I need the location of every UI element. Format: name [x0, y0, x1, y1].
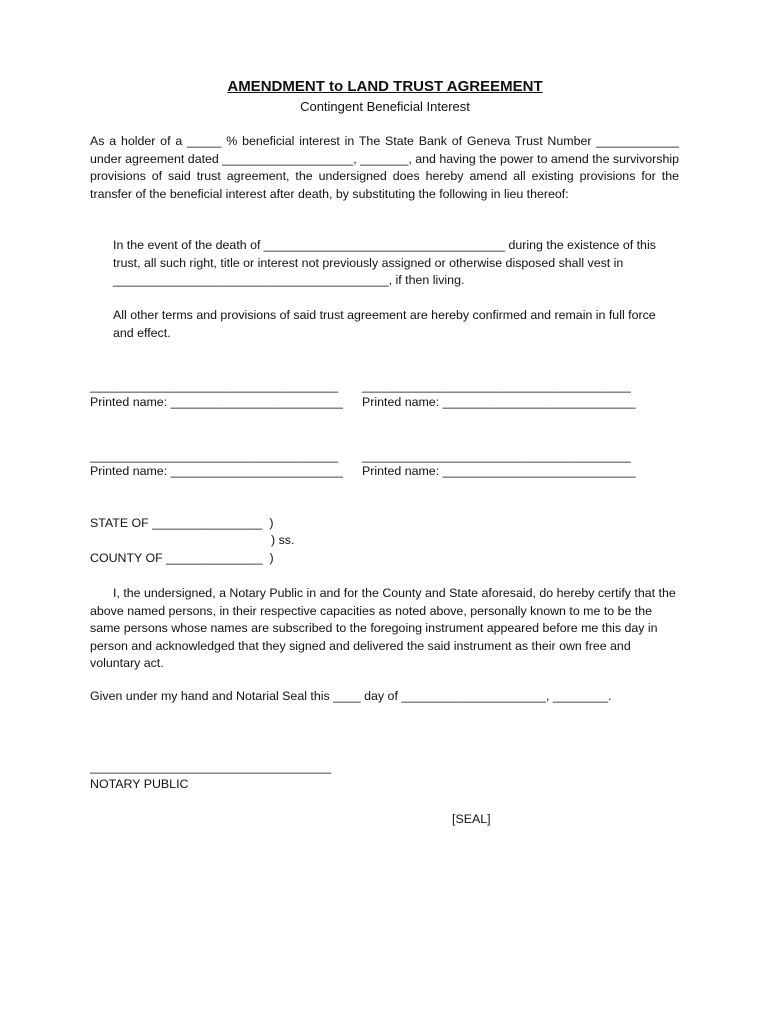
signature-line-1-left: ____________________________________ [90, 379, 339, 393]
provision-paragraph: In the event of the death of ___________________________________ during the existence of this trust, all such right, title or interest not previously assigned or otherwise disposed shall vest in ________________________________________, if then living. [113, 238, 656, 288]
notary-signature-line: ___________________________________ [90, 760, 332, 774]
printed-name-1-left: Printed name: _________________________ [90, 395, 343, 409]
notary-public-label: NOTARY PUBLIC [90, 777, 189, 791]
signature-line-2-right: _______________________________________ [362, 449, 631, 463]
ss-line: ) ss. [271, 533, 295, 547]
printed-name-2-right: Printed name: ____________________________ [362, 464, 636, 478]
seal-label: [SEAL] [452, 812, 491, 826]
printed-name-2-left: Printed name: _________________________ [90, 464, 343, 478]
confirmation-paragraph: All other terms and provisions of said trust agreement are hereby confirmed and remain in full force and effect. [113, 308, 656, 340]
state-of-line: STATE OF ________________ ) [90, 516, 274, 530]
given-under-line: Given under my hand and Notarial Seal this ____ day of _____________________, ________. [90, 689, 612, 703]
notary-certification-paragraph: I, the undersigned, a Notary Public in and for the County and State aforesaid, do hereby certify that the above named persons, in their respective capacities as noted above, personally known to me to be the same persons whose names are subscribed to the foregoing instrument appeared before me this day in person and acknowledged that they signed and delivered the said instrument as their own free and voluntary act. [90, 586, 676, 671]
printed-name-1-right: Printed name: ____________________________ [362, 395, 636, 409]
document-subtitle: Contingent Beneficial Interest [300, 99, 470, 114]
signature-line-2-left: ____________________________________ [90, 449, 339, 463]
document-title: AMENDMENT to LAND TRUST AGREEMENT [227, 78, 543, 95]
county-of-line: COUNTY OF ______________ ) [90, 551, 274, 565]
intro-paragraph: As a holder of a _____ % beneficial interest in The State Bank of Geneva Trust Number ____________ under agreement dated ___________________, _______, and having the power to amend the survivorship provisions of said trust agreement, the undersigned does hereby amend all existing provisions for the transfer of the beneficial interest after death, by substituting the following in lieu thereof: [90, 134, 680, 201]
signature-line-1-right: _______________________________________ [362, 379, 631, 393]
